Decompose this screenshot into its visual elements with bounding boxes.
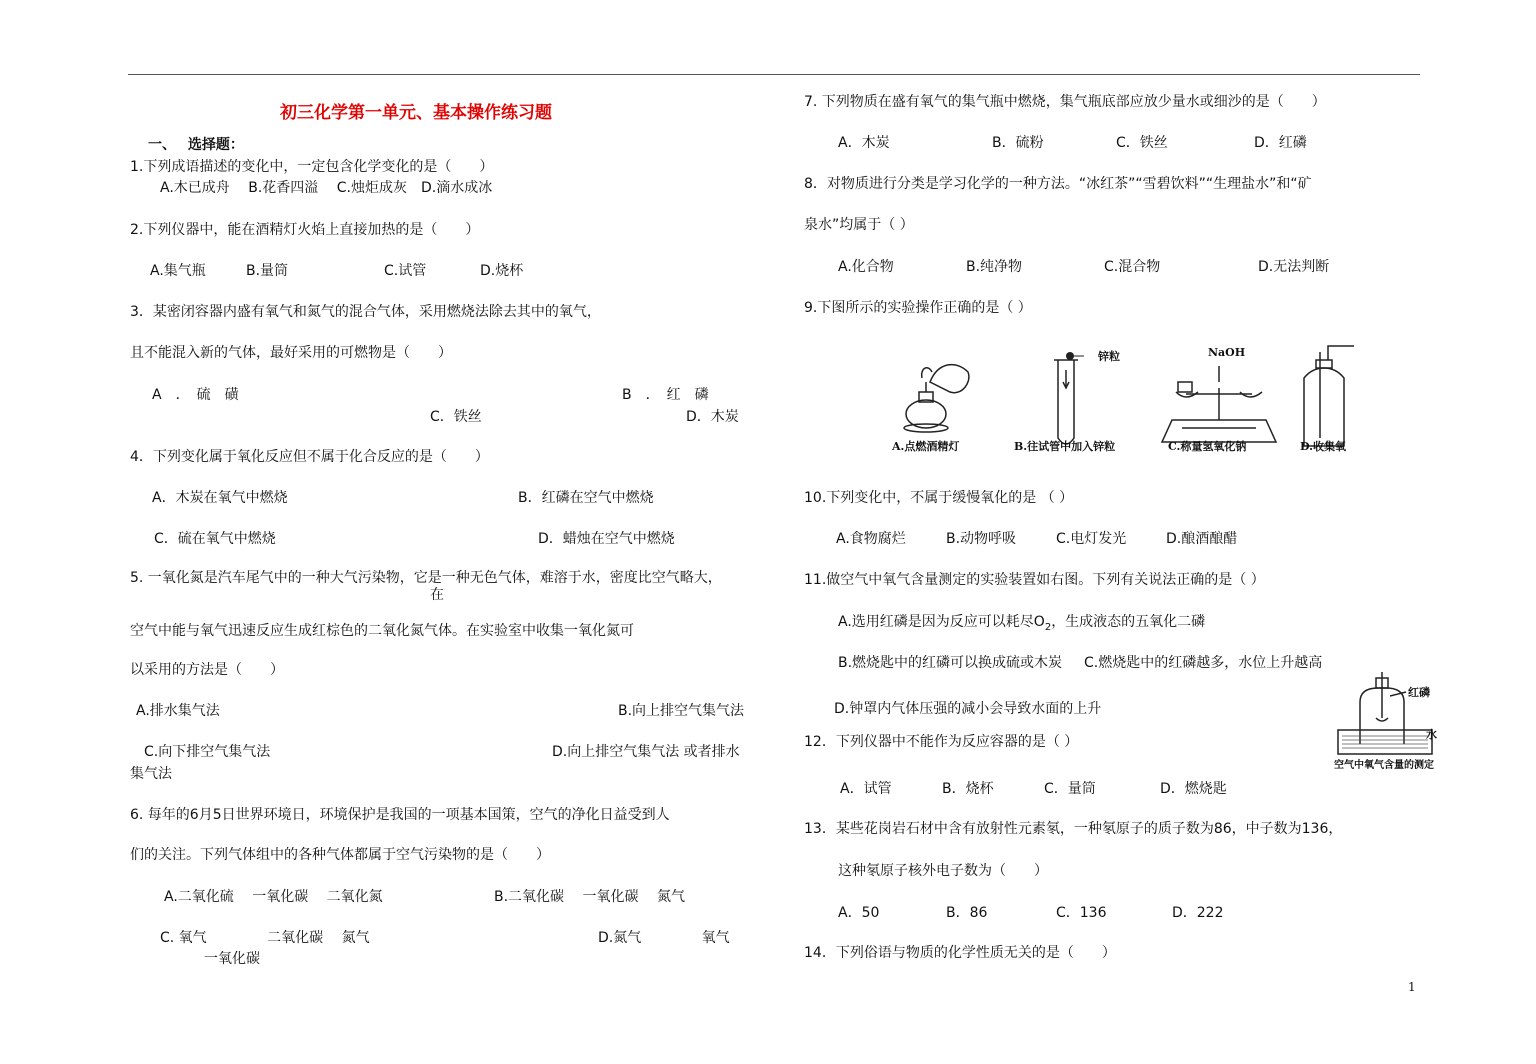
- q7-option-b: B．硫粉: [992, 135, 1044, 151]
- q9-figure: [886, 342, 1366, 462]
- q5-option-b: B.向上排空气集气法: [618, 703, 745, 719]
- q5-option-a: A.排水集气法: [136, 703, 220, 719]
- q2-stem: 2.下列仪器中，能在酒精灯火焰上直接加热的是（ ）: [130, 222, 480, 238]
- q6-option-c: C. 氧气 二氧化碳 氮气: [160, 930, 370, 946]
- q5-option-d-cont: 集气法: [130, 766, 172, 782]
- q4-option-d: D．蜡烛在空气中燃烧: [538, 531, 675, 547]
- q6-stem-line2: 们的关注。下列气体组中的各种气体都属于空气污染物的是（ ）: [130, 847, 550, 863]
- section-heading: 一、 选择题：: [148, 137, 244, 153]
- q13-option-c: C．136: [1056, 905, 1107, 921]
- q4-option-b: B．红磷在空气中燃烧: [518, 490, 654, 506]
- q8-option-d: D.无法判断: [1258, 259, 1330, 275]
- q5-stem-line1b: 在: [430, 587, 444, 603]
- q5-stem-line2: 空气中能与氧气迅速反应生成红棕色的二氧化氮气体。在实验室中收集一氧化氮可: [130, 623, 634, 639]
- q9-caption-a: A.点燃酒精灯: [892, 440, 960, 453]
- q10-option-d: D.酿酒酿醋: [1166, 531, 1238, 547]
- q7-option-d: D．红磷: [1254, 135, 1307, 151]
- q11-option-a-text: A.选用红磷是因为反应可以耗尽O: [838, 614, 1045, 630]
- q12-option-d: D．燃烧匙: [1160, 781, 1227, 797]
- q2-option-d: D.烧杯: [480, 263, 524, 279]
- q12-stem: 12．下列仪器中不能作为反应容器的是（ ）: [804, 734, 1079, 750]
- q10-option-c: C.电灯发光: [1056, 531, 1127, 547]
- q11-option-a-text-end: ，生成液态的五氧化二磷: [1051, 614, 1206, 630]
- q3-option-a: A ． 硫 磺: [152, 387, 239, 403]
- q8-option-b: B.纯净物: [966, 259, 1023, 275]
- page-number: 1: [1408, 980, 1416, 994]
- q11-stem: 11.做空气中氧气含量测定的实验装置如右图。下列有关说法正确的是（ ）: [804, 572, 1265, 588]
- q13-stem-line1: 13．某些花岗岩石材中含有放射性元素氡，一种氡原子的质子数为86，中子数为136，: [804, 821, 1343, 837]
- q3-option-d: D．木炭: [686, 409, 739, 425]
- q6-option-b: B.二氧化碳 一氧化碳 氮气: [494, 889, 685, 905]
- header-rule: [128, 74, 1420, 75]
- q13-option-b: B．86: [946, 905, 988, 921]
- q2-option-b: B.量筒: [246, 263, 289, 279]
- q4-option-c: C．硫在氧气中燃烧: [154, 531, 276, 547]
- q10-option-a: A.食物腐烂: [836, 531, 906, 547]
- q13-option-a: A．50: [838, 905, 880, 921]
- q11-option-a-subscript: 2: [1044, 621, 1052, 633]
- q9-label-naoh: NaOH: [1208, 346, 1246, 359]
- q9-caption-d: D.收集氧: [1300, 440, 1346, 453]
- q11-figure-caption: 空气中氧气含量的测定: [1334, 760, 1434, 771]
- q11-option-a: [838, 613, 1205, 637]
- q11-figure-label-water: 水: [1426, 728, 1437, 741]
- q7-stem: 7. 下列物质在盛有氧气的集气瓶中燃烧，集气瓶底部应放少量水或细沙的是（ ）: [804, 94, 1326, 110]
- q9-caption-c: C.称量氢氧化钠: [1168, 440, 1247, 453]
- q5-option-d: D.向上排空气集气法 或者排水: [552, 744, 740, 760]
- q12-option-a: A．试管: [840, 781, 892, 797]
- q8-stem-line2: 泉水”均属于（ ）: [804, 217, 914, 233]
- q4-option-a: A．木炭在氧气中燃烧: [152, 490, 288, 506]
- q11-figure-label-red-phosphorus: 红磷: [1408, 686, 1430, 699]
- q9-label-zinc: 锌粒: [1098, 350, 1120, 363]
- q11-option-d: D.钟罩内气体压强的减小会导致水面的上升: [834, 701, 1102, 717]
- q6-option-a: A.二氧化硫 一氧化碳 二氧化氮: [164, 889, 383, 905]
- q1-options: A.木已成舟 B.花香四溢 C.烛炬成灰 D.滴水成冰: [160, 180, 493, 196]
- q10-stem: 10.下列变化中，不属于缓慢氧化的是 （ ）: [804, 490, 1074, 506]
- q8-stem-line1: 8．对物质进行分类是学习化学的一种方法。“冰红茶”“雪碧饮料”“生理盐水”和“矿: [804, 176, 1312, 192]
- q1-stem: 1.下列成语描述的变化中，一定包含化学变化的是（ ）: [130, 159, 494, 175]
- q3-option-b: B ． 红 磷: [622, 387, 709, 403]
- q7-option-a: A．木炭: [838, 135, 890, 151]
- q13-stem-line2: 这种氡原子核外电子数为（ ）: [838, 863, 1048, 879]
- q8-option-a: A.化合物: [838, 259, 894, 275]
- q12-option-c: C．量筒: [1044, 781, 1096, 797]
- q5-stem-line1: 5. 一氧化氮是汽车尾气中的一种大气污染物，它是一种无色气体，难溶于水，密度比空气略大，: [130, 570, 722, 586]
- q11-option-b: B.燃烧匙中的红磷可以换成硫或木炭: [838, 655, 1063, 671]
- q11-option-c: C.燃烧匙中的红磷越多，水位上升越高: [1084, 655, 1323, 671]
- q8-option-c: C.混合物: [1104, 259, 1161, 275]
- q10-option-b: B.动物呼吸: [946, 531, 1017, 547]
- q3-stem-line2: 且不能混入新的气体，最好采用的可燃物是（ ）: [130, 345, 452, 361]
- q11-figure: [1330, 672, 1440, 772]
- q14-stem: 14．下列俗语与物质的化学性质无关的是（ ）: [804, 945, 1116, 961]
- q3-stem-line1: 3．某密闭容器内盛有氧气和氮气的混合气体，采用燃烧法除去其中的氧气，: [130, 304, 601, 320]
- q6-option-d-cont: 一氧化碳: [204, 951, 260, 967]
- q7-option-c: C．铁丝: [1116, 135, 1168, 151]
- q5-option-c: C.向下排空气集气法: [144, 744, 271, 760]
- q9-caption-b: B.往试管中加入锌粒: [1014, 440, 1116, 453]
- q2-option-c: C.试管: [384, 263, 427, 279]
- q9-stem: 9.下图所示的实验操作正确的是（ ）: [804, 300, 1032, 316]
- q4-stem: 4．下列变化属于氧化反应但不属于化合反应的是（ ）: [130, 449, 489, 465]
- q6-option-d: D.氮气 氧气: [598, 930, 730, 946]
- q2-option-a: A.集气瓶: [150, 263, 206, 279]
- q12-option-b: B．烧杯: [942, 781, 994, 797]
- q6-stem-line1: 6. 每年的6月5日世界环境日，环境保护是我国的一项基本国策，空气的净化日益受到人: [130, 807, 670, 823]
- q13-option-d: D．222: [1172, 905, 1224, 921]
- q3-option-c: C．铁丝: [430, 409, 482, 425]
- q5-stem-line3: 以采用的方法是（ ）: [130, 662, 284, 678]
- page-title: 初三化学第一单元、基本操作练习题: [280, 103, 552, 123]
